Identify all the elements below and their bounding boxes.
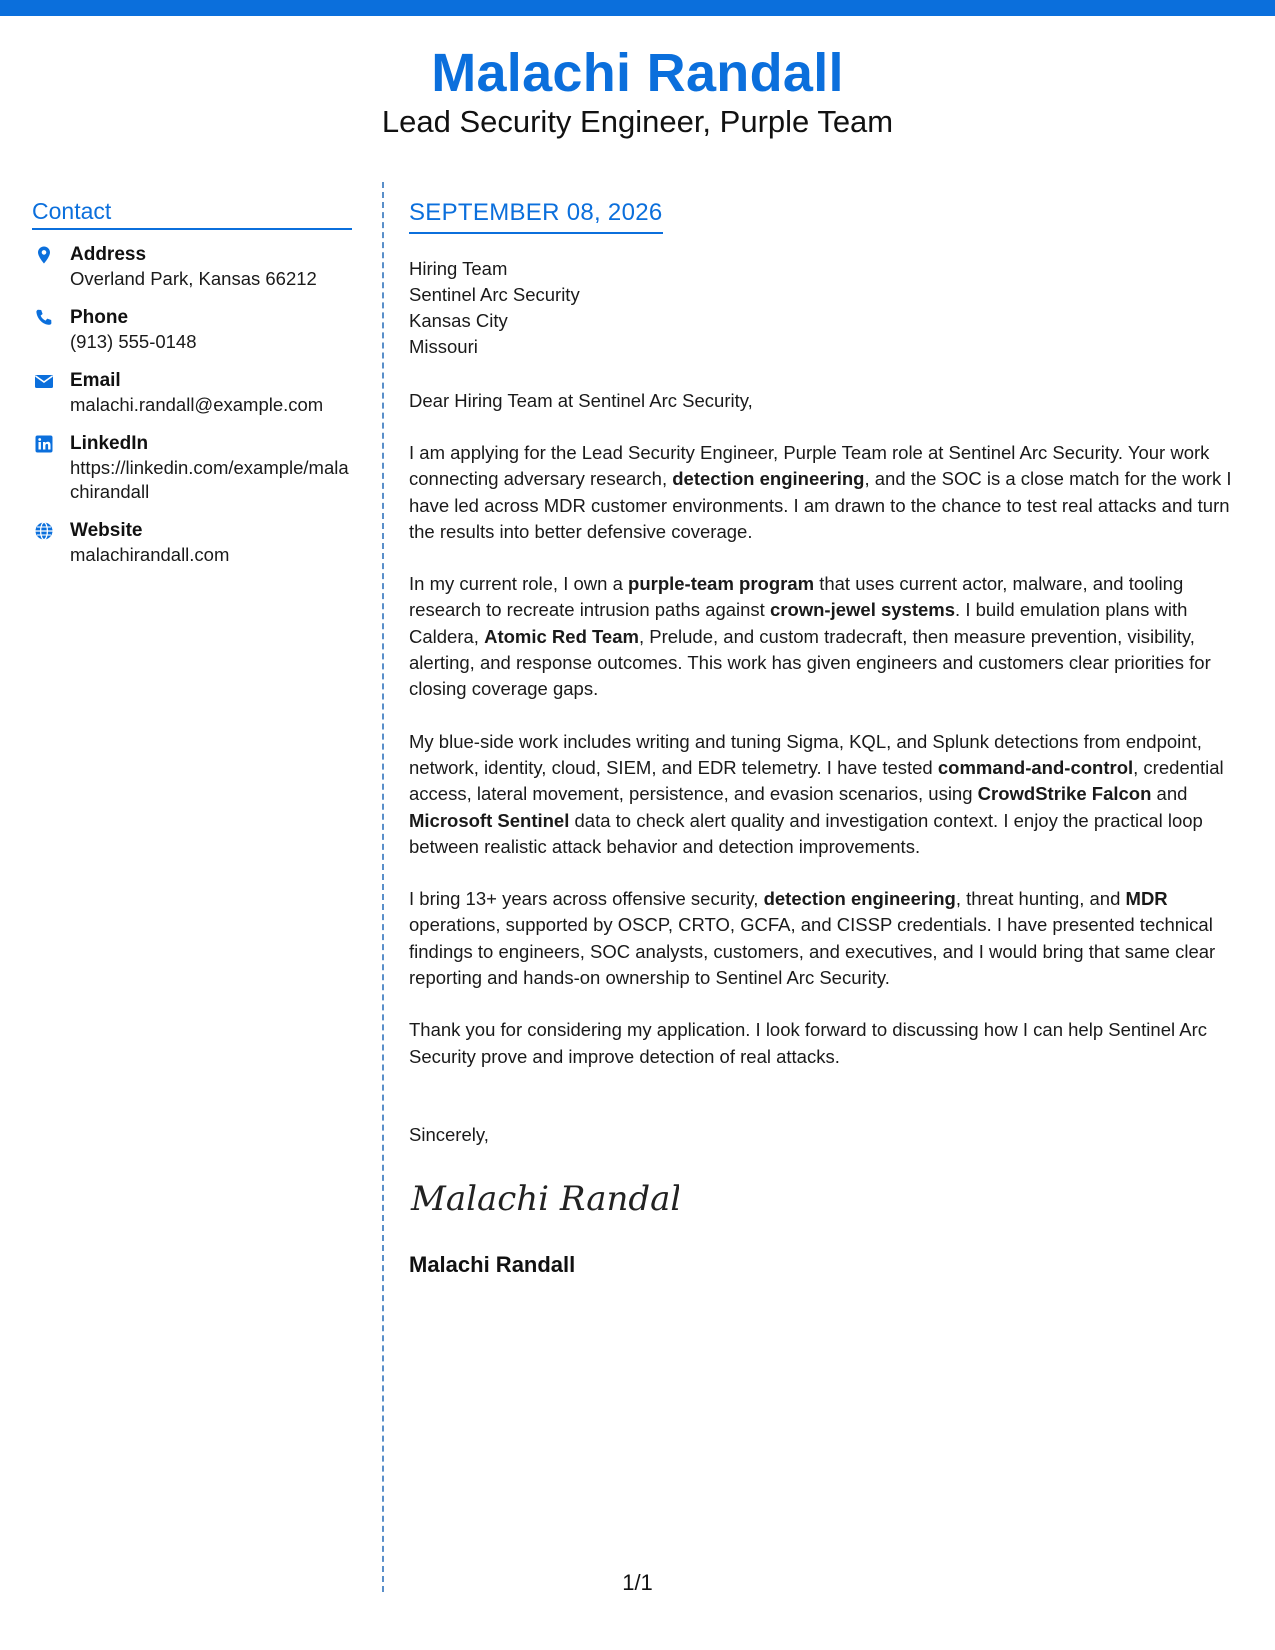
emphasis-text: command-and-control	[937, 756, 1134, 778]
paragraph-text: that uses current actor, malware, and tooling research to recreate intrusion paths against	[409, 573, 1184, 621]
paragraph-text: and	[1151, 783, 1188, 805]
paragraph-text: data to check alert quality and investigation context. I enjoy the practical loop between realistic attack behavior and detection improvements.	[409, 809, 1203, 857]
applicant-name: Malachi Randall	[431, 43, 844, 103]
letter-paragraph	[409, 571, 1249, 702]
signature-text: Malachi Randall	[411, 1178, 679, 1219]
signature	[409, 1168, 1249, 1228]
contact-heading: Contact	[32, 196, 352, 230]
contact-value[interactable]: malachirandall.com	[70, 544, 230, 565]
emphasis-text: MDR	[1125, 888, 1168, 910]
paragraph-text: In my current role, I own a	[409, 573, 629, 595]
column-divider	[382, 182, 384, 1592]
paragraph-text: I am applying for the Lead Security Engineer, Purple Team role at Sentinel Arc Security. Your work connecting adversary research,	[409, 442, 1210, 490]
emphasis-text: crown-jewel systems	[769, 599, 956, 621]
paragraph-text: I bring 13+ years across offensive security,	[409, 888, 764, 910]
recipient-block	[409, 256, 1249, 360]
envelope-icon	[32, 368, 70, 391]
closing: Sincerely,	[409, 1123, 489, 1145]
contact-sidebar	[32, 196, 352, 581]
contact-value[interactable]: https://linkedin.com/example/malachirandall	[70, 457, 349, 502]
map-pin-icon	[32, 242, 70, 265]
contact-list	[32, 242, 352, 567]
paragraph-text: , threat hunting, and	[955, 888, 1126, 910]
letter-paragraphs	[409, 440, 1249, 1070]
contact-label: LinkedIn	[70, 433, 149, 454]
page-number: 1/1	[622, 1570, 653, 1595]
paragraph-text: , and the SOC is a close match for the work I have led across MDR customer environments. I am drawn to the chance to test real attacks and turn the results into better defensive coverage.	[409, 468, 1232, 542]
paragraph-text: , credential access, lateral movement, persistence, and evasion scenarios, using	[409, 756, 1224, 805]
contact-label: Phone	[70, 307, 129, 328]
letter-header	[0, 40, 1275, 142]
recipient-line: Sentinel Arc Security	[409, 284, 580, 305]
paragraph-text: operations, supported by OSCP, CRTO, GCFA, and CISSP credentials. I have presented technical findings to engineers, SOC analysts, customers, and executives, and I would bring that same clear reporting and hands-on ownership to Sentinel Arc Security.	[409, 914, 1216, 989]
globe-icon	[32, 518, 70, 541]
contact-value[interactable]: malachi.randall@example.com	[70, 394, 324, 415]
linkedin-icon	[32, 431, 70, 454]
emphasis-text: Microsoft Sentinel	[409, 809, 570, 831]
paragraph-text: . I build emulation plans with Caldera,	[409, 599, 1188, 647]
contact-phone	[32, 305, 352, 354]
emphasis-text: purple-team program	[628, 573, 815, 595]
contact-value: (913) 555-0148	[70, 331, 197, 352]
contact-label: Email	[70, 370, 121, 391]
contact-label: Website	[70, 520, 143, 541]
applicant-title: Lead Security Engineer, Purple Team	[381, 104, 894, 139]
letter-paragraph	[409, 440, 1249, 545]
recipient-line: Hiring Team	[409, 258, 508, 279]
salutation: Dear Hiring Team at Sentinel Arc Security,	[409, 390, 753, 411]
paragraph-text: My blue-side work includes writing and tuning Sigma, KQL, and Splunk detections from endpoint, network, identity, cloud, SIEM, and EDR telemetry. I have tested	[409, 730, 1202, 778]
contact-website	[32, 518, 352, 567]
letter-date: SEPTEMBER 08, 2026	[409, 196, 663, 234]
emphasis-text: CrowdStrike Falcon	[977, 783, 1152, 805]
letter-body	[409, 196, 1249, 1280]
letter-paragraph	[409, 729, 1249, 860]
emphasis-text: detection engineering	[672, 468, 865, 490]
letter-paragraph	[409, 886, 1249, 991]
contact-label: Address	[70, 244, 147, 265]
paragraph-text: , Prelude, and custom tradecraft, then measure prevention, visibility, alerting, and response outcomes. This work has given engineers and customers clear priorities for closing coverage gaps.	[409, 625, 1211, 700]
contact-value: Overland Park, Kansas 66212	[70, 268, 317, 289]
contact-linkedin	[32, 431, 352, 504]
recipient-line: Kansas City	[409, 310, 508, 331]
emphasis-text: Atomic Red Team	[484, 625, 639, 647]
paragraph-text: Thank you for considering my application. I look forward to discussing how I can help Sentinel Arc Security prove and improve detection of real attacks.	[409, 1019, 1207, 1067]
contact-address	[32, 242, 352, 291]
letter-paragraph	[409, 1017, 1249, 1070]
contact-email	[32, 368, 352, 417]
top-accent-bar	[0, 0, 1275, 16]
recipient-line: Missouri	[409, 336, 478, 357]
phone-icon	[32, 305, 70, 328]
emphasis-text: detection engineering	[763, 888, 956, 910]
signer-name: Malachi Randall	[409, 1251, 576, 1277]
